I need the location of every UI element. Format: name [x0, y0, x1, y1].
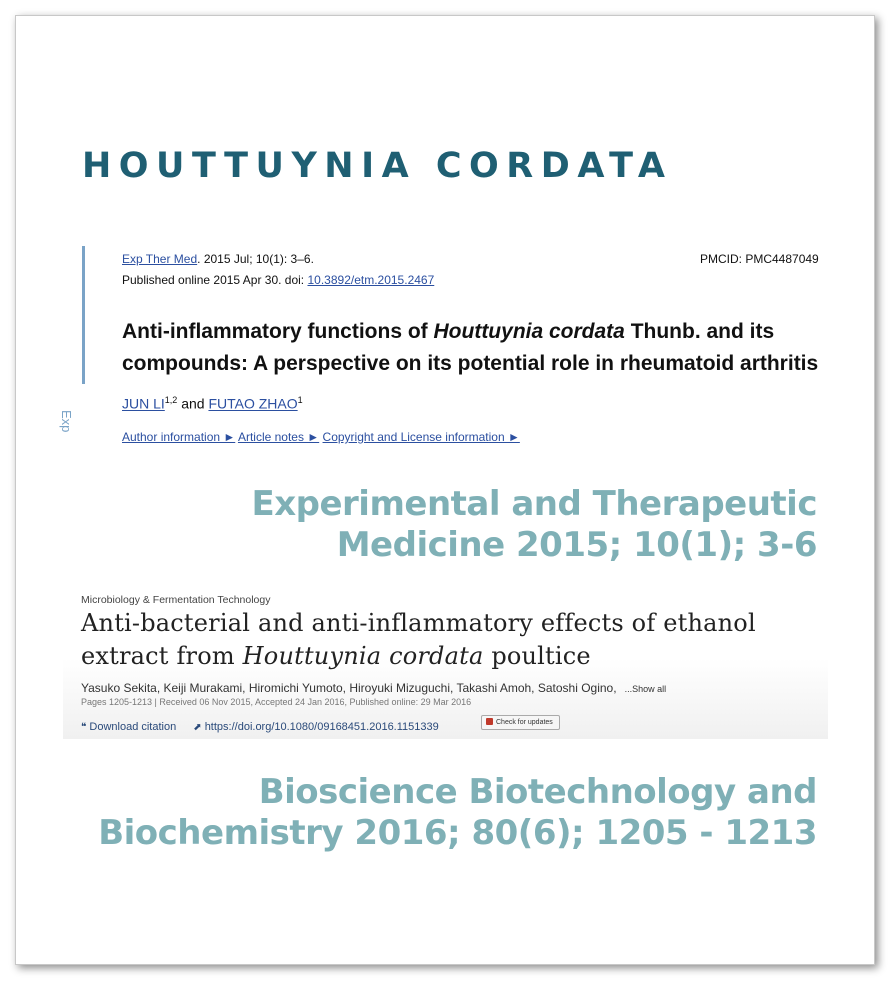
article-notes-link[interactable]: Article notes ►: [237, 430, 320, 444]
check-updates-button[interactable]: [481, 715, 560, 730]
page-title: HOUTTUYNIA CORDATA: [82, 146, 673, 186]
doi-url-link[interactable]: [193, 721, 438, 733]
citation-line: Bioscience Biotechnology and: [258, 772, 817, 812]
article2-panel: [63, 593, 828, 739]
citation-line: Biochemistry 2016; 80(6); 1205 - 1213: [98, 813, 817, 853]
published-line: [122, 273, 434, 287]
journal-line: [122, 252, 314, 266]
article2-category: Microbiology & Fermentation Technology: [81, 594, 271, 606]
title-part: poultice: [483, 642, 591, 670]
title-part: Anti-inflammatory functions of: [122, 320, 434, 343]
citation-line: Medicine 2015; 10(1); 3-6: [336, 525, 817, 565]
citation1: [251, 484, 817, 566]
title-species: Houttuynia cordata: [242, 642, 484, 670]
author-sep: and: [177, 395, 209, 412]
journal-info: . 2015 Jul; 10(1): 3–6.: [197, 252, 314, 266]
side-accent-bar: [82, 246, 85, 384]
citation2: [98, 772, 817, 854]
title-part: Thunb. and its compounds: A perspective on its potential role in rheumatoid arthritis: [122, 320, 819, 375]
show-all-link[interactable]: ...Show all: [624, 684, 667, 694]
article2-actions: [81, 721, 453, 733]
article1-title: [122, 316, 822, 380]
published-prefix: Published online 2015 Apr 30. doi:: [122, 273, 308, 287]
title-species: Houttuynia cordata: [433, 320, 625, 343]
quote-icon: ❝: [81, 722, 87, 733]
citation-line: Experimental and Therapeutic: [251, 484, 817, 524]
author-list: Yasuko Sekita, Keiji Murakami, Hiromichi Yumoto, Hiroyuki Mizuguchi, Takashi Amoh, Satoshi Ogino,: [81, 681, 617, 695]
article1-authors: [122, 395, 303, 412]
article2-authors: [81, 681, 666, 695]
info-links: [122, 430, 520, 444]
author-information-link[interactable]: Author information ►: [122, 430, 236, 444]
check-updates-label: Check for updates: [496, 719, 553, 726]
title-part: Anti-bacterial and anti-inflammatory effects of ethanol extract from: [81, 609, 756, 670]
author-affil: 1,2: [164, 395, 178, 405]
download-citation-button[interactable]: [81, 721, 176, 733]
author-affil: 1: [297, 395, 303, 405]
author-link[interactable]: FUTAO ZHAO: [208, 395, 298, 412]
doi-url-label: https://doi.org/10.1080/09168451.2016.1151339: [204, 721, 439, 733]
journal-link[interactable]: Exp Ther Med: [122, 252, 198, 266]
copyright-link[interactable]: Copyright and License information ►: [322, 430, 520, 444]
download-label: Download citation: [89, 721, 177, 733]
doi-link[interactable]: 10.3892/etm.2015.2467: [307, 273, 435, 287]
article2-dates: Pages 1205-1213 | Received 06 Nov 2015, Accepted 24 Jan 2016, Published online: 29 Mar 2016: [81, 697, 472, 707]
article2-title: [81, 607, 841, 673]
author-link[interactable]: JUN LI: [122, 395, 165, 412]
pmcid: PMCID: PMC4487049: [700, 252, 819, 266]
link-icon: ⬈: [193, 722, 202, 733]
crossmark-icon: [486, 718, 493, 725]
side-label: Exp: [59, 410, 74, 433]
